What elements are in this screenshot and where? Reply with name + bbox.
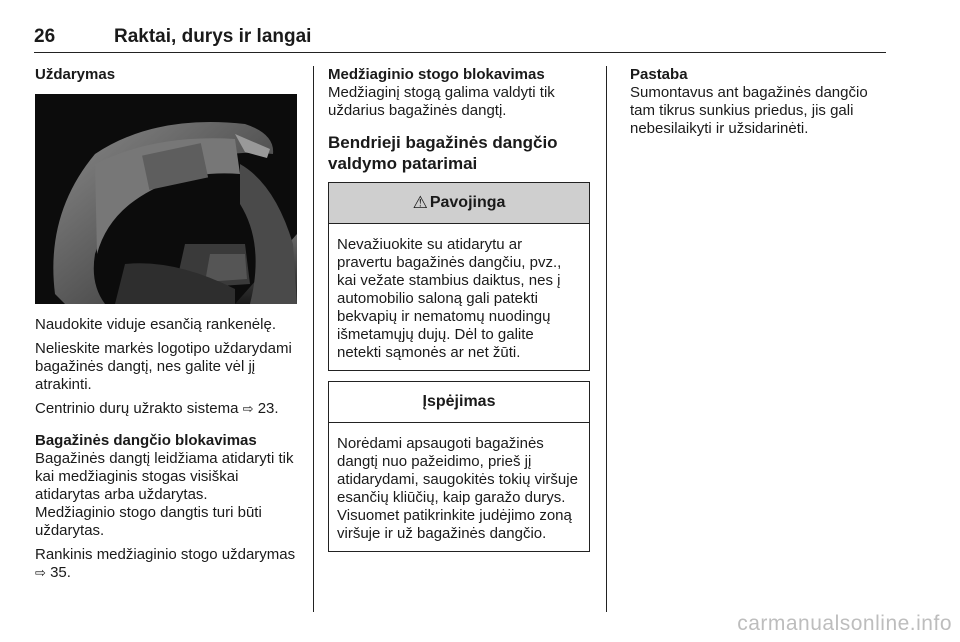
warning-triangle-icon: ⚠ <box>412 193 428 212</box>
caution-box <box>328 381 590 552</box>
column-divider <box>606 66 607 612</box>
paragraph-reference <box>35 400 297 418</box>
arrow-reference-icon: ⇨ <box>35 565 46 580</box>
danger-header <box>329 183 589 224</box>
page-number: 26 <box>34 26 56 47</box>
caution-body: Norėdami apsaugoti bagažinės dangtį nuo pažeidimo, prieš jį atidarydami, saugokitės tokių viršuje esančių kliūčių, kaip garažo durys. Visuomet patikrinkite judėjimo zoną viršuje ir už bagažinės dangčio. <box>337 435 578 542</box>
paragraph-reference <box>35 546 297 582</box>
page-title: Raktai, durys ir langai <box>114 26 312 47</box>
column-right <box>630 66 890 138</box>
paragraph: Bagažinės dangtį leidžiama atidaryti tik kai medžiaginis stogas visiškai atidarytas arba uždarytas. <box>35 450 294 503</box>
reference-text: Centrinio durų užrakto sistema <box>35 400 239 417</box>
subheading-trunk-lock: Bagažinės dangčio blokavimas <box>35 432 257 449</box>
reference-text: Rankinis medžiaginio stogo uždarymas <box>35 546 296 563</box>
trunk-lid-photo <box>35 94 297 304</box>
subheading-roof-lock: Medžiaginio stogo blokavimas <box>328 66 545 83</box>
paragraph: Medžiaginio stogo dangtis turi būti uždarytas. <box>35 504 262 539</box>
column-middle <box>328 66 590 552</box>
reference-page: 23. <box>257 400 279 417</box>
paragraph: Medžiaginį stogą galima valdyti tik uždarius bagažinės dangtį. <box>328 84 555 119</box>
watermark: carmanualsonline.info <box>737 612 952 635</box>
danger-box <box>328 182 590 371</box>
section-title: Bendrieji bagažinės dangčio valdymo patarimai <box>328 133 558 173</box>
page-header <box>34 26 886 53</box>
column-left <box>35 66 297 582</box>
note-body: Sumontavus ant bagažinės dangčio tam tikrus sunkius priedus, jis gali nebesilaikyti ir užsidarinėti. <box>630 84 868 137</box>
danger-body: Nevažiuokite su atidarytu ar pravertu bagažinės dangčiu, pvz., kai vežate stambius daiktus, nes į automobilio saloną gali patekti bekvapių ir nematomų nuodingų išmetamųjų dujų. Dėl to galite netekti sąmonės ar net žūti. <box>337 236 562 361</box>
caution-header: Įspėjimas <box>329 382 589 423</box>
danger-title: Pavojinga <box>429 194 506 211</box>
paragraph: Nelieskite markės logotipo uždarydami bagažinės dangtį, nes galite vėl jį atrakinti. <box>35 340 292 393</box>
column-divider <box>313 66 314 612</box>
paragraph: Naudokite viduje esančią rankenėlę. <box>35 316 276 333</box>
note-title: Pastaba <box>630 66 688 83</box>
arrow-reference-icon: ⇨ <box>242 401 254 416</box>
reference-page: 35. <box>50 564 71 581</box>
subheading-closing: Uždarymas <box>35 66 116 83</box>
